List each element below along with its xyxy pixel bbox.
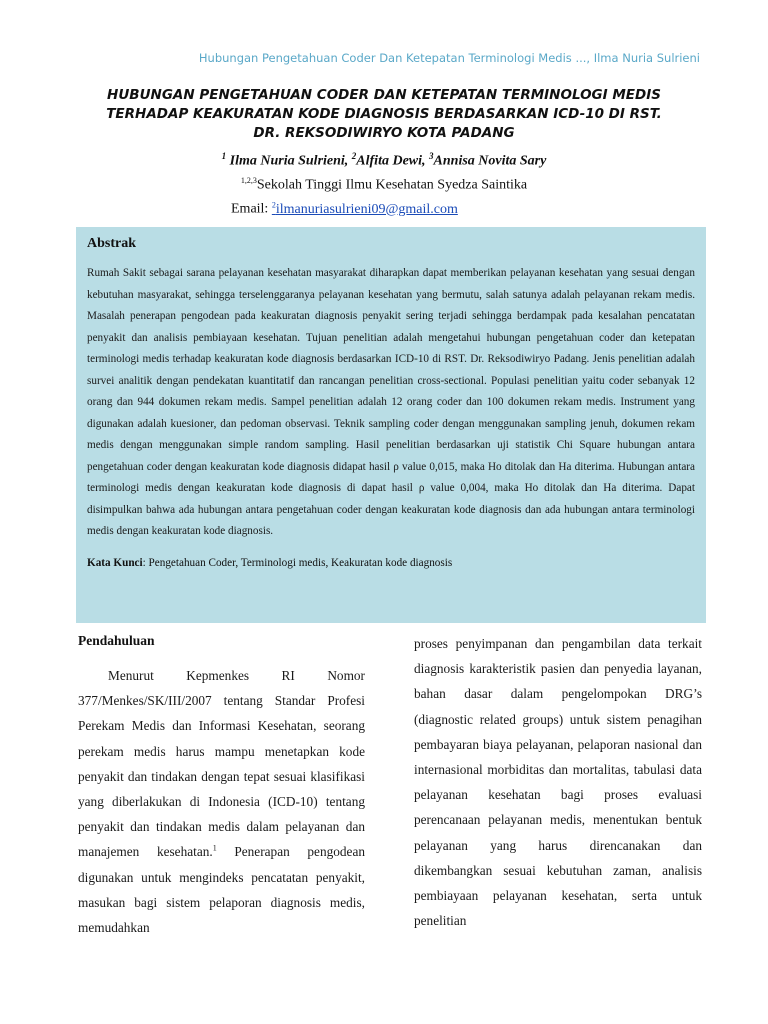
abstract-heading: Abstrak (87, 236, 137, 251)
affiliation (100, 176, 668, 194)
author-2-marker: 2 (351, 151, 357, 161)
email-line (231, 200, 458, 218)
intro-paragraph-right: proses penyimpanan dan pengambilan data terkait diagnosis karakteristik pasien dan penyedia layanan, bahan dasar dalam pengelompokan DRG’s (diagnostic related groups) untuk sistem penagihan pembayaran biaya pelayanan, pelaporan nasional dan internasional morbiditas dan mortalitas, tabulasi data pelayanan kesehatan bagi proses evaluasi perencanaan pelayanan medis, menentukan bentuk pelayanan yang harus direncanakan dan dikembangkan sesuai kebutuhan zaman, analisis pembiayaan pelayanan kesehatan, serta untuk penelitian (414, 636, 702, 929)
email-marker: 2 (271, 200, 276, 209)
paper-title (90, 86, 678, 143)
section-heading-introduction: Pendahuluan (78, 633, 155, 648)
affiliation-text: Sekolah Tinggi Ilmu Kesehatan Syedza Saintika (256, 177, 528, 193)
author-3-marker: 3 (429, 151, 434, 161)
author-1: Ilma Nuria Sulrieni, (226, 153, 352, 169)
title-line-1: HUBUNGAN PENGETAHUAN CODER DAN KETEPATAN TERMINOLOGI MEDIS (107, 87, 661, 103)
author-3: Annisa Novita Sary (433, 153, 547, 169)
email-label: Email: (231, 201, 272, 217)
author-1-marker: 1 (221, 151, 227, 161)
intro-text-part-2: Penerapan pengodean digunakan untuk mengindeks pencatatan penyakit, masukan bagi sistem pelaporan diagnosis medis, memudahkan (78, 844, 366, 936)
keywords (87, 557, 695, 569)
keywords-label: Kata Kunci (87, 556, 143, 569)
abstract-body: Rumah Sakit sebagai sarana pelayanan kesehatan masyarakat diharapkan dapat memberikan pelayanan kesehatan yang sesuai dengan kebutuhan masyarakat, sehingga terselenggaranya pelayanan kesehatan yang bermutu, salah satunya adalah pelayanan rekam medis. Masalah penerapan pengodean pada keakuratan diagnosis penyakit sering terjadi sehingga berdampak pada kesalahan pencatatan penyakit dan analisis pembiayaan kesehatan. Tujuan penelitian adalah mengetahui hubungan pengetahuan coder dan ketepatan terminologi medis terhadap keakuratan kode diagnosis berdasarkan ICD-10 di RST. Dr. Reksodiwiryo Padang. Jenis penelitian adalah survei analitik dengan pendekatan kuantitatif dan rancangan penelitian cross-sectional. Populasi penelitian yaitu coder sebanyak 12 orang dan 944 dokumen rekam medis. Sampel penelitian adalah 12 orang coder dan 100 dokumen rekam medis. Instrument yang digunakan adalah kuesioner, dan pedoman observasi. Teknik sampling coder dengan menggunakan sampling jenuh, dokumen rekam medis dengan menggunakan simple random sampling. Hasil penelitian berdasarkan uji statistik Chi Square hubungan antara pengetahuan coder dengan keakuratan kode diagnosis didapat hasil ρ value 0,015, maka Ho ditolak dan Ha diterima. Hubungan antara terminologi medis dengan keakuratan kode diagnosis di dapat hasil ρ value 0,004, maka Ho ditolak dan Ha diterima. Dapat disimpulkan bahwa ada hubungan antara pengetahuan coder dengan keakuratan kode diagnosis dan ada hubungan antara terminologi medis dengan keakuratan kode diagnosis. (87, 267, 695, 537)
citation-marker: 1 (212, 844, 217, 853)
abstract-box (76, 227, 706, 623)
title-line-2: TERHADAP KEAKURATAN KODE DIAGNOSIS BERDASARKAN ICD-10 DI RST. (106, 106, 662, 122)
right-column (414, 631, 702, 933)
left-column (78, 633, 365, 940)
intro-text-part-1: Menurut Kepmenkes RI Nomor 377/Menkes/SK/III/2007 tentang Standar Profesi Perekam Medis dan Informasi Kesehatan, seorang perekam medis harus mampu menetapkan kode penyakit dan tindakan dengan tepat sesuai klasifikasi yang diberlakukan di Indonesia (ICD-10) tentang penyakit dan tindakan medis dalam pelayanan dan manajemen kesehatan. (78, 668, 365, 860)
author-2: Alfita Dewi, (356, 153, 430, 169)
email-link[interactable] (272, 202, 458, 217)
author-list (100, 151, 668, 170)
email-address: ilmanuriasulrieni09@gmail.com (275, 201, 458, 217)
title-line-3: DR. REKSODIWIRYO KOTA PADANG (253, 125, 515, 141)
intro-paragraph-left (78, 663, 365, 940)
affiliation-marker: 1,2,3 (240, 176, 257, 185)
running-header: Hubungan Pengetahuan Coder Dan Ketepatan Terminologi Medis ..., Ilma Nuria Sulrieni (198, 51, 700, 65)
keywords-text: : Pengetahuan Coder, Terminologi medis, Keakuratan kode diagnosis (142, 556, 453, 569)
